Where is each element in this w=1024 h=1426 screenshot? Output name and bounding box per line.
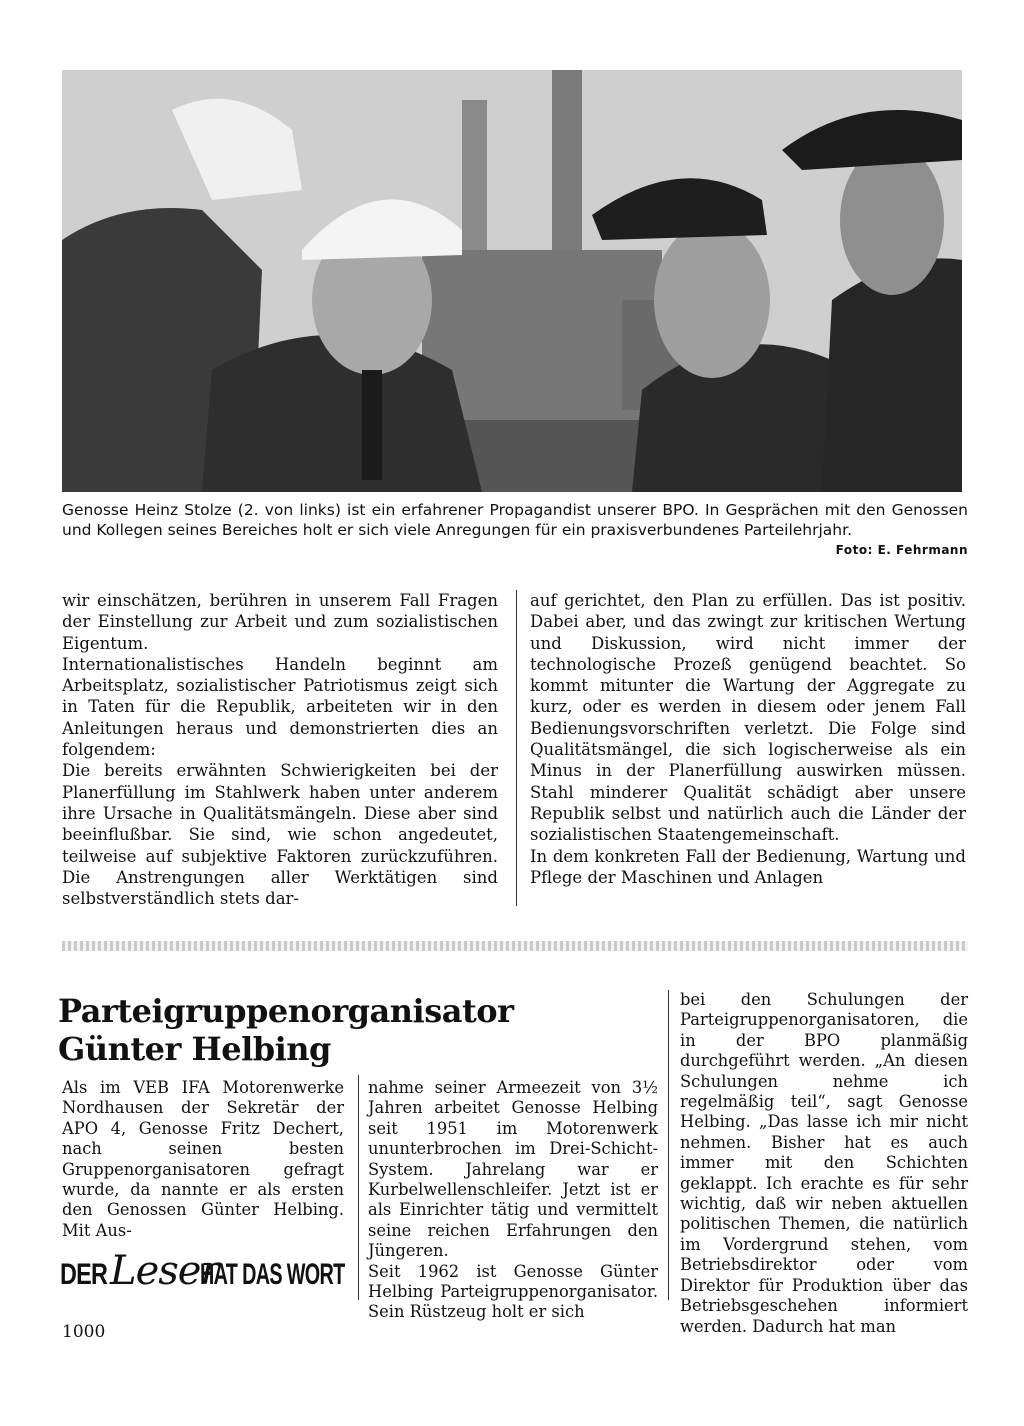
article2-column-3: bei den Schulungen der Parteigruppenorganisatoren, die in der BPO planmäßig durchgeführt werden. „An diesen Schulungen nehme ich regelmäßig teil“, sagt Genosse Helbing. „Das lasse ich mir nicht nehmen. Bisher hat es auch immer mit den Schichten geklappt. Ich erachte es für sehr wichtig, daß wir neben aktuellen politischen Themen, die natürlich im Vordergrund stehen, vom Betriebsdirektor oder vom Direktor für Produktion über das Betriebsgeschehen informiert werden. Dadurch hat man [680, 990, 968, 1336]
page-number: 1000 [62, 1322, 106, 1342]
headline-line-2: Günter Helbing [58, 1030, 331, 1068]
logo-part-leser: Leser [110, 1248, 219, 1294]
photo-credit: Foto: E. Fehrmann [835, 543, 968, 557]
column-divider [358, 1075, 359, 1300]
paragraph: Seit 1962 ist Genosse Günter Helbing Parteigruppenorganisator. Sein Rüstzeug holt er sich [368, 1261, 658, 1322]
article2-column-1: Als im VEB IFA Motorenwerke Nordhausen der Sekretär der APO 4, Genosse Fritz Dechert, nach seinen besten Gruppenorganisatoren gefragt wurde, da nannte er als ersten den Genossen Günter Helbing. Mit Aus- [62, 1078, 344, 1240]
article-photo [62, 70, 962, 492]
paragraph: In dem konkreten Fall der Bedienung, Wartung und Pflege der Maschinen und Anlagen [530, 846, 966, 887]
photo-caption: Genosse Heinz Stolze (2. von links) ist ein erfahrener Propagandist unserer BPO. In Gesprächen mit den Genossen und Kollegen seines Bereiches holt er sich viele Anregungen für ein praxisverbundenes Parteilehrjahr. [62, 501, 968, 539]
column-divider [668, 990, 669, 1300]
article1-right-column [530, 590, 966, 888]
article1-left-column [62, 590, 498, 909]
headline-line-1: Parteigruppenorganisator [58, 992, 514, 1030]
logo-part-der: DER [60, 1258, 108, 1291]
section-separator [62, 941, 968, 951]
article2-column-2 [368, 1078, 658, 1323]
paragraph: auf gerichtet, den Plan zu erfüllen. Das ist positiv. Dabei aber, und das zwingt zur kritischen Wertung und Diskussion, wird nicht immer der technologische Prozeß genügend beachtet. So kommt mitunter die Wartung der Aggregate zu kurz, oder es werden in diesem oder jenem Fall Bedienungsvorschriften verletzt. Die Folge sind Qualitätsmängel, die sich logischerweise als ein Minus in der Planerfüllung auswirken müssen. Stahl minderer Qualität schädigt aber unsere Republik selbst und natürlich auch die Länder der sozialistischen Staatengemeinschaft. [530, 591, 966, 845]
paragraph: wir einschätzen, berühren in unserem Fall Fragen der Einstellung zur Arbeit und zum sozialistischen Eigentum. [62, 591, 498, 653]
column-divider [516, 590, 517, 906]
article2-headline [58, 992, 518, 1068]
paragraph: Internationalistisches Handeln beginnt am Arbeitsplatz, sozialistischer Patriotismus zeigt sich in Taten für die Republik, arbeiteten wir in den Anleitungen heraus und demonstrierten dies an folgendem: [62, 654, 498, 760]
logo-part-hat-das-wort: HAT DAS WORT [200, 1258, 345, 1291]
der-leser-hat-das-wort-logo [60, 1248, 345, 1294]
photo-illustration [62, 70, 962, 492]
paragraph: nahme seiner Armeezeit von 3½ Jahren arbeitet Genosse Helbing seit 1951 im Motorenwerk ununterbrochen im Drei-Schicht-System. Jahrelang war er Kurbelwellenschleifer. Jetzt ist er als Einrichter tätig und vermittelt seine reichen Erfahrungen den Jüngeren. [368, 1078, 658, 1261]
paragraph: Die bereits erwähnten Schwierigkeiten bei der Planerfüllung im Stahlwerk haben unter anderem ihre Ursache in Qualitätsmängeln. Diese aber sind beeinflußbar. Sie sind, wie schon angedeutet, teilweise auf subjektive Faktoren zurückzuführen. Die Anstrengungen aller Werktätigen sind selbstverständlich stets dar- [62, 761, 498, 909]
